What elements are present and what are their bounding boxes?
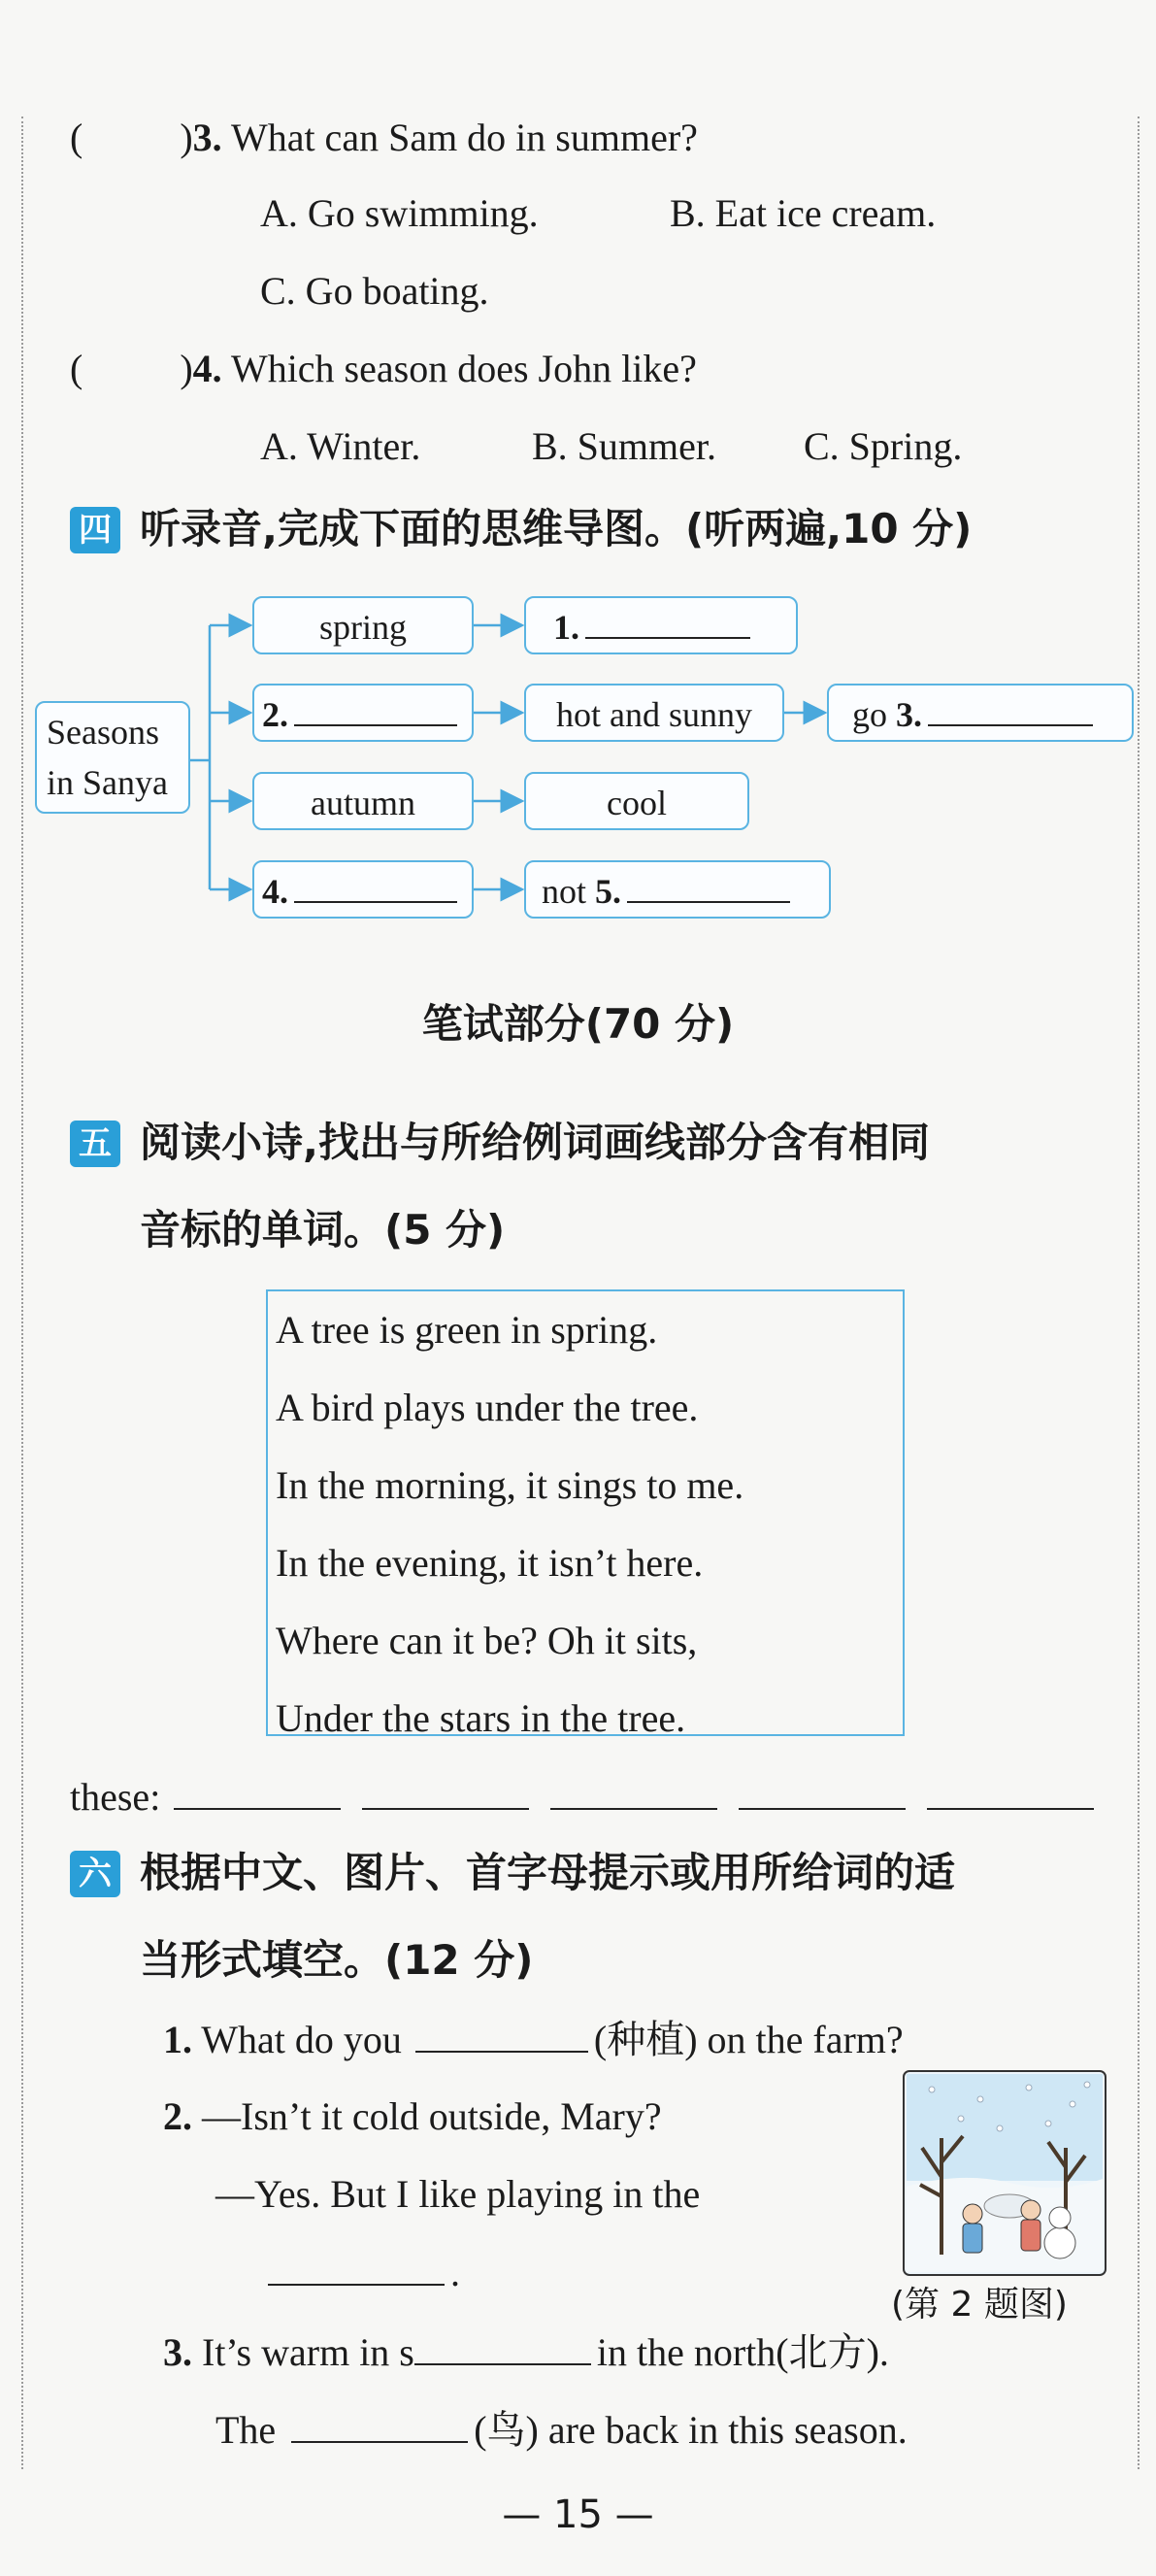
section-6-title-line-2: 当形式填空。(12 分) <box>140 1936 534 1984</box>
question-number: 2. <box>163 2094 192 2138</box>
blank-number: 3. <box>896 695 922 734</box>
poem-line-1: A tree is green in spring. <box>276 1308 658 1352</box>
s6-question-3-line-2 <box>215 2406 908 2454</box>
node-prefix: go <box>852 695 887 734</box>
question-text: (种植) on the farm? <box>593 2018 904 2061</box>
answer-blank-5[interactable] <box>927 1773 1094 1810</box>
question-text: —Isn’t it cold outside, Mary? <box>202 2094 662 2138</box>
question-3 <box>70 115 698 161</box>
node-blank-3[interactable] <box>827 684 1134 742</box>
question-number: 4. <box>192 347 222 390</box>
blank-number: 1. <box>553 608 579 647</box>
root-line-2: in Sanya <box>47 763 168 802</box>
right-margin-dotted-line <box>1138 117 1139 2469</box>
q4-option-a: A. Winter. <box>260 424 421 468</box>
question-text: What do you <box>201 2018 402 2061</box>
poem-line-6: Under the stars in the tree. <box>276 1696 686 1740</box>
question-text: Which season does John like? <box>230 347 697 390</box>
answer-paren-open: ( <box>70 347 83 390</box>
mind-map-root <box>35 701 190 814</box>
poem-line-5: Where can it be? Oh it sits, <box>276 1619 698 1662</box>
fill-blank[interactable] <box>415 2016 588 2053</box>
node-blank-1[interactable] <box>524 596 798 654</box>
section-4-title: 听录音,完成下面的思维导图。(听两遍,10 分) <box>140 505 973 552</box>
s6-question-3-line-1 <box>163 2328 889 2376</box>
answer-blank-2[interactable] <box>362 1773 529 1810</box>
page-number: — 15 — <box>502 2492 654 2537</box>
s6-question-2-line-1 <box>163 2093 662 2140</box>
node-cool: cool <box>524 772 749 830</box>
fill-blank[interactable] <box>294 695 457 726</box>
written-part-title: 笔试部分(70 分) <box>421 1000 735 1048</box>
section-4-badge: 四 <box>70 507 120 553</box>
q3-option-c: C. Go boating. <box>260 269 489 313</box>
question-text: The <box>215 2408 277 2452</box>
fill-blank[interactable] <box>928 695 1093 726</box>
blank-number: 2. <box>262 695 288 734</box>
poem-line-3: In the morning, it sings to me. <box>276 1463 744 1507</box>
s6-question-2-line-2: —Yes. But I like playing in the <box>215 2172 701 2216</box>
blank-number: 4. <box>262 872 288 911</box>
node-spring: spring <box>252 596 474 654</box>
question-number: 3. <box>192 116 222 159</box>
node-blank-4[interactable] <box>252 860 474 919</box>
answer-paren-open: ( <box>70 116 83 159</box>
question-text: It’s warm in s <box>202 2330 414 2374</box>
child-right <box>1021 2200 1040 2251</box>
section-5-title-line-2: 音标的单词。(5 分) <box>140 1206 506 1254</box>
q3-option-b: B. Eat ice cream. <box>670 191 937 235</box>
poem-box <box>266 1289 905 1740</box>
fill-blank[interactable] <box>585 608 750 639</box>
poem-line-4: In the evening, it isn’t here. <box>276 1541 704 1585</box>
q4-option-c: C. Spring. <box>804 424 963 468</box>
section-6-title-line-1: 根据中文、图片、首字母提示或用所给词的适 <box>140 1849 956 1896</box>
example-word: these: <box>70 1775 161 1819</box>
q3-option-a: A. Go swimming. <box>260 191 539 235</box>
question-text: in the north(北方). <box>596 2330 889 2374</box>
fill-blank[interactable] <box>414 2328 591 2365</box>
fill-blank[interactable] <box>294 872 457 903</box>
answer-blank-3[interactable] <box>550 1773 717 1810</box>
question-text: . <box>450 2251 460 2294</box>
answer-blank-4[interactable] <box>739 1773 906 1810</box>
answer-paren-close: ) <box>180 116 193 159</box>
s6-question-1 <box>163 2016 904 2063</box>
q4-option-b: B. Summer. <box>532 424 717 468</box>
node-hot-and-sunny: hot and sunny <box>524 684 784 742</box>
node-prefix: not <box>542 872 587 911</box>
section-6-badge: 六 <box>70 1851 120 1897</box>
picture-caption: (第 2 题图) <box>891 2285 1068 2325</box>
question-number: 1. <box>163 2018 192 2061</box>
section-5-title-line-1: 阅读小诗,找出与所给例词画线部分含有相同 <box>140 1119 930 1166</box>
question-text: What can Sam do in summer? <box>230 116 698 159</box>
poem-line-2: A bird plays under the tree. <box>276 1386 699 1429</box>
child-left <box>963 2204 982 2253</box>
question-text: (鸟) are back in this season. <box>474 2408 908 2452</box>
root-line-1: Seasons <box>47 713 159 752</box>
s6-question-2-line-3 <box>262 2249 460 2296</box>
question-number: 3. <box>163 2330 192 2374</box>
section-5-badge: 五 <box>70 1121 120 1167</box>
answer-blank-1[interactable] <box>174 1773 341 1810</box>
fill-blank[interactable] <box>627 872 790 903</box>
winter-snow-picture <box>903 2070 1106 2276</box>
left-margin-dotted-line <box>21 117 23 2469</box>
node-blank-2[interactable] <box>252 684 474 742</box>
blank-number: 5. <box>595 872 622 911</box>
fill-blank[interactable] <box>291 2406 468 2443</box>
node-autumn: autumn <box>252 772 474 830</box>
answer-paren-close: ) <box>180 347 193 390</box>
fill-blank[interactable] <box>268 2249 445 2286</box>
node-blank-5[interactable] <box>524 860 831 919</box>
question-4 <box>70 346 697 392</box>
answer-row <box>70 1773 1100 1821</box>
